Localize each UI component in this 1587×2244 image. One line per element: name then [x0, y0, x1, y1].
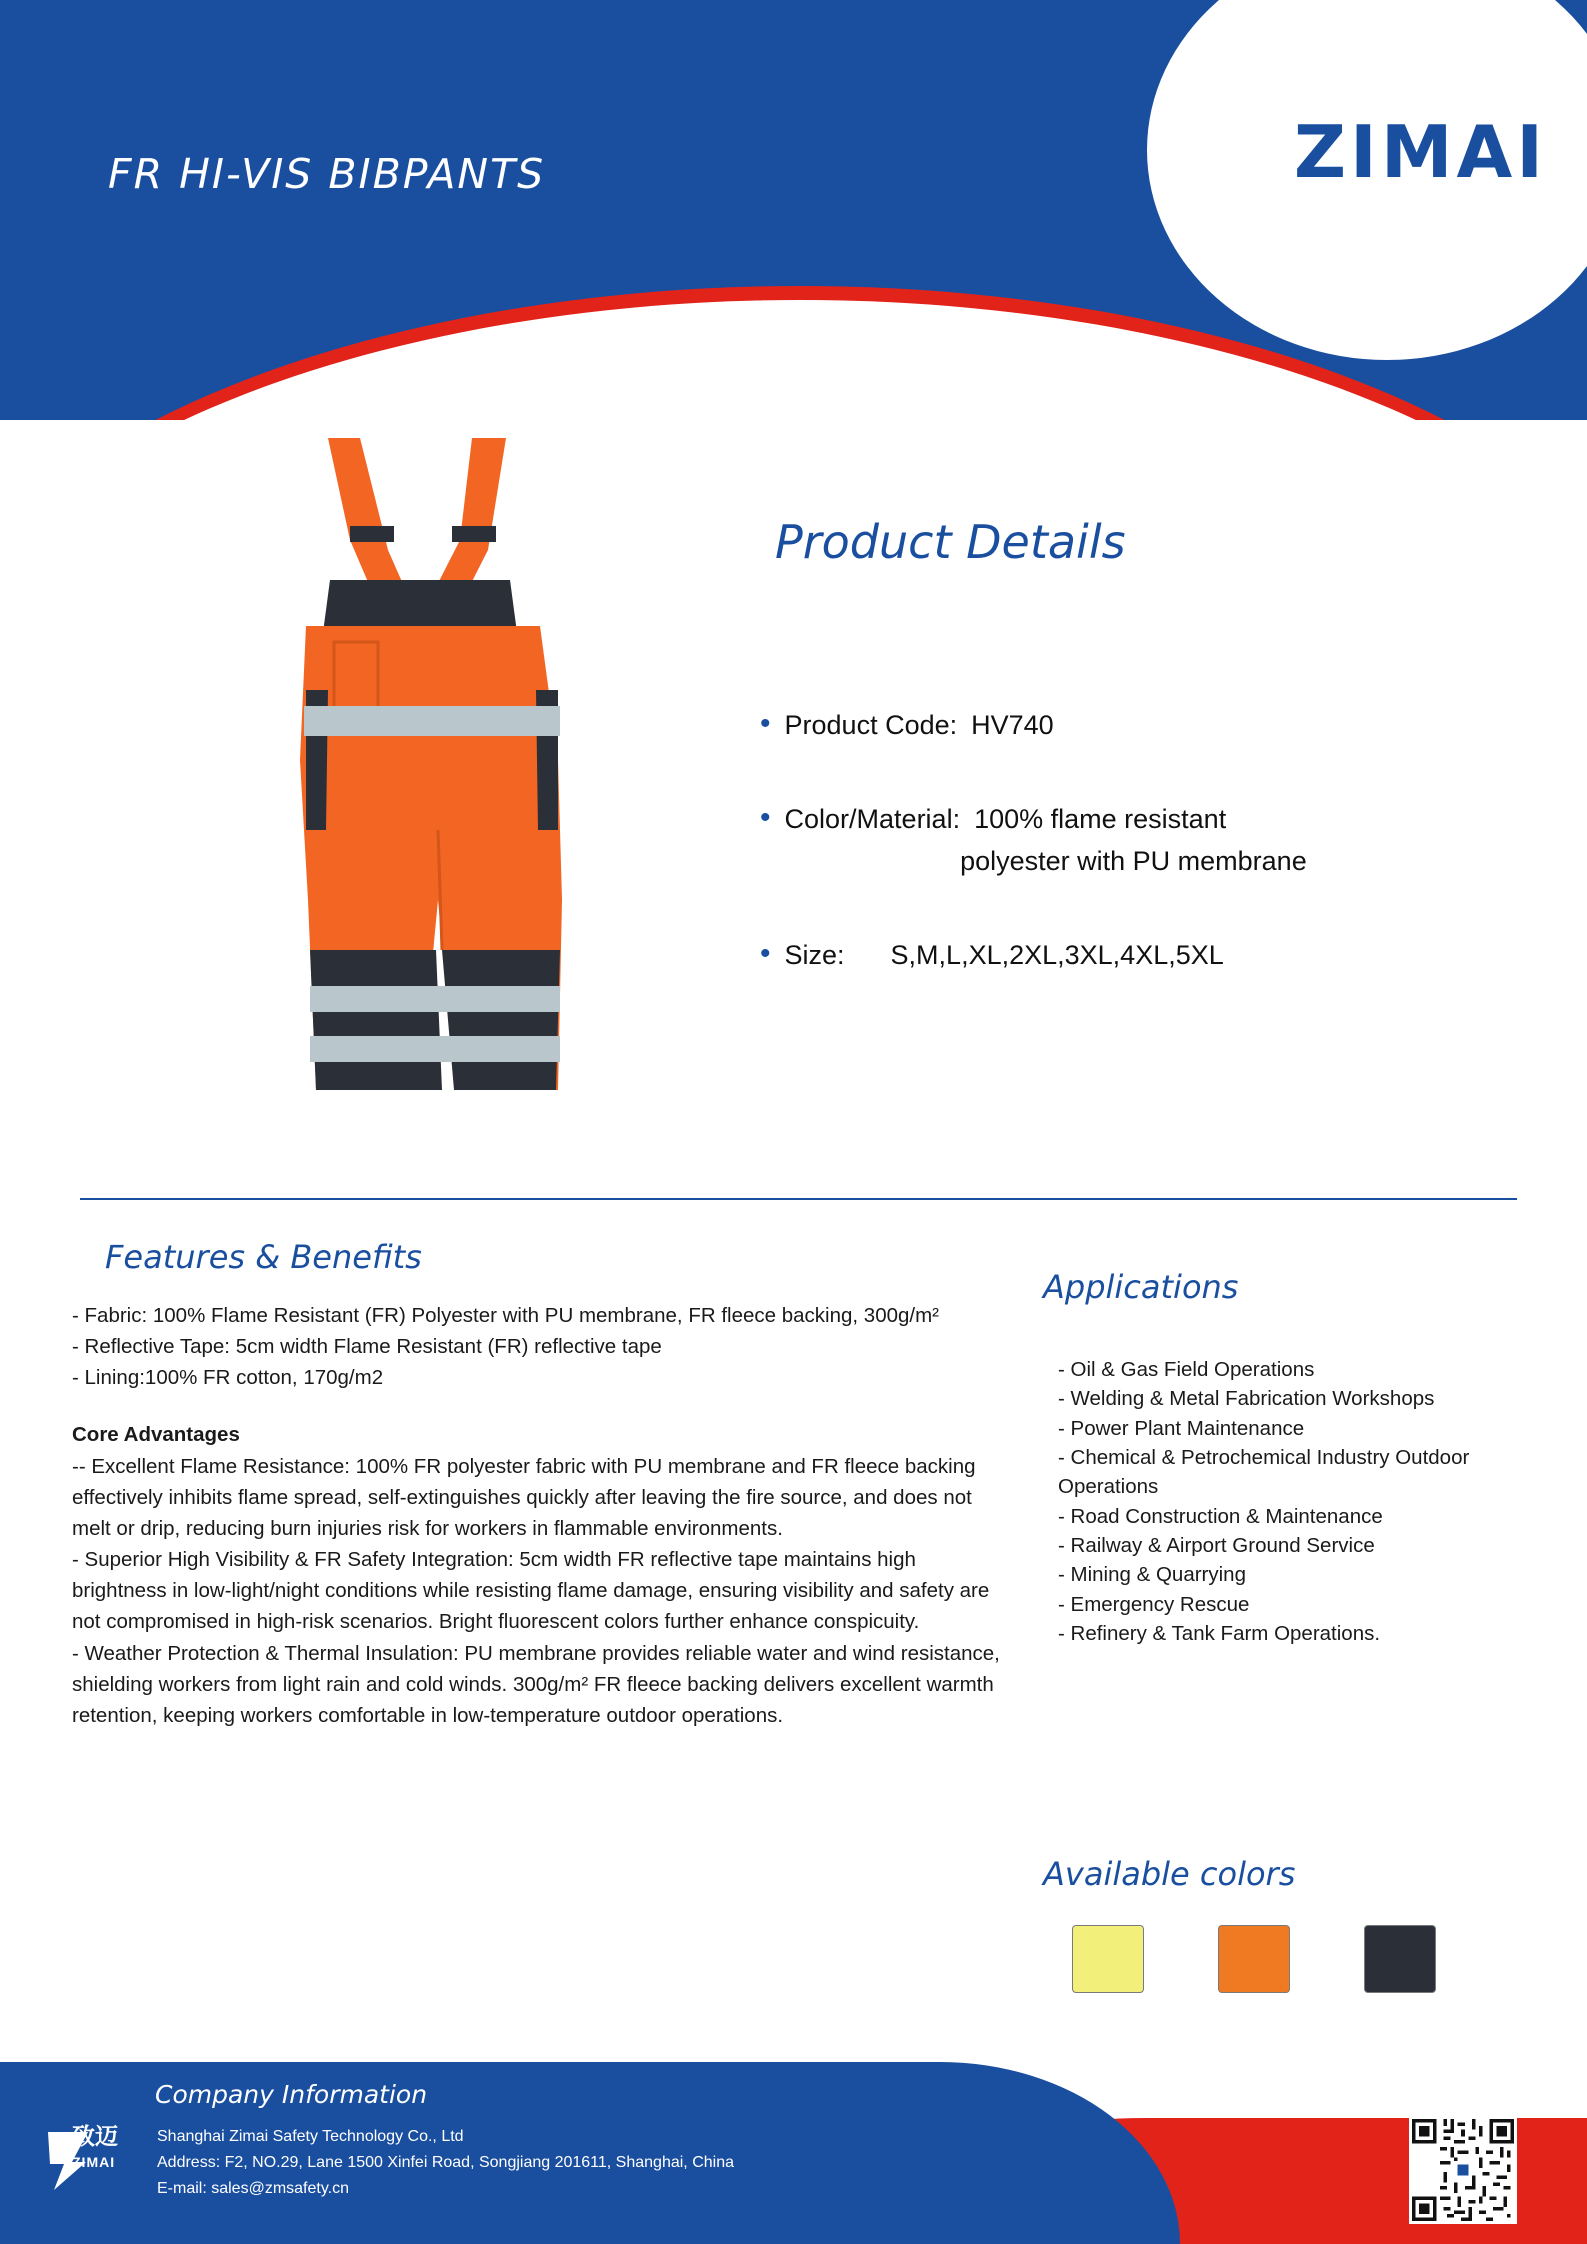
bullet-icon: •: [760, 800, 771, 834]
detail-row-material: [760, 799, 1560, 883]
page-footer: [0, 2062, 1587, 2244]
detail-value: S,M,L,XL,2XL,3XL,4XL,5XL: [890, 939, 1224, 970]
application-item: - Mining & Quarrying: [1058, 1563, 1246, 1587]
feature-line: - Fabric: 100% Flame Resistant (FR) Polyester with PU membrane, FR fleece backing, 300g/m²: [72, 1304, 939, 1327]
application-item: - Road Construction & Maintenance: [1058, 1504, 1383, 1528]
detail-label: Size:: [784, 939, 845, 970]
company-logo-en: ZIMAI: [72, 2154, 116, 2170]
page-title: FR HI-VIS BIBPANTS: [108, 150, 546, 198]
color-swatch-navy[interactable]: [1364, 1925, 1436, 1993]
qr-code-image: [1412, 2119, 1514, 2221]
detail-value: HV740: [971, 710, 1054, 740]
detail-row-size: [760, 935, 1560, 977]
company-information-title: Company Information: [155, 2080, 428, 2109]
applications-title: Applications: [1043, 1268, 1239, 1306]
bullet-icon: •: [760, 936, 771, 970]
core-advantages-heading: Core Advantages: [72, 1423, 240, 1447]
detail-label: Color/Material:: [784, 803, 961, 834]
section-divider: [80, 1198, 1517, 1200]
company-address: Address: F2, NO.29, Lane 1500 Xinfei Road, Songjiang 201611, Shanghai, China: [157, 2153, 734, 2171]
company-information-body: [157, 2124, 734, 2202]
detail-value-cont: polyester with PU membrane: [960, 845, 1307, 876]
product-image: [210, 430, 670, 1170]
detail-row-code: [760, 705, 1560, 747]
application-item: - Chemical & Petrochemical Industry Outdoor Operations: [1058, 1445, 1470, 1499]
qr-code[interactable]: [1409, 2116, 1517, 2224]
company-logo-cn: 致迈: [72, 2123, 118, 2149]
bullet-icon: •: [760, 707, 771, 740]
core-advantage-line: - Superior High Visibility & FR Safety Integration: 5cm width FR reflective tape maintains high brightness in low-light/night conditions while resisting flame damage, ensuring visibility and safety are not compromised in high-risk scenarios. Bright fluorescent colors further enhance conspicuity.: [72, 1548, 990, 1634]
applications-list: [1058, 1355, 1528, 1648]
product-details-title: Product Details: [775, 515, 1126, 569]
color-swatch-yellow[interactable]: [1072, 1925, 1144, 1993]
color-swatch-orange[interactable]: [1218, 1925, 1290, 1993]
available-colors-title: Available colors: [1043, 1855, 1296, 1893]
color-swatches: [1072, 1925, 1436, 1993]
core-advantage-line: - Weather Protection & Thermal Insulation: PU membrane provides reliable water and wind resistance, shielding workers from light rain and cold winds. 300g/m² FR fleece backing delivers excellent warmth retention, keeping workers comfortable in low-temperature outdoor operations.: [72, 1641, 1000, 1727]
detail-label: Product Code:: [784, 710, 958, 740]
application-item: - Power Plant Maintenance: [1058, 1416, 1305, 1440]
detail-value: 100% flame resistant: [974, 803, 1227, 834]
company-email[interactable]: E-mail: sales@zmsafety.cn: [157, 2179, 349, 2197]
application-item: - Refinery & Tank Farm Operations.: [1058, 1621, 1381, 1645]
bibpants-illustration: [210, 430, 670, 1170]
brand-logo: ZIMAI: [1293, 110, 1547, 194]
application-item: - Oil & Gas Field Operations: [1058, 1358, 1315, 1381]
core-advantage-line: -- Excellent Flame Resistance: 100% FR polyester fabric with PU membrane and FR fleece backing effectively inhibits flame spread, self-extinguishes quickly after leaving the fire source, and does not melt or drip, reducing burn injuries risk for workers in flammable environments.: [72, 1454, 976, 1540]
feature-line: - Lining:100% FR cotton, 170g/m2: [72, 1366, 384, 1390]
application-item: - Railway & Airport Ground Service: [1058, 1533, 1375, 1557]
application-item: - Welding & Metal Fabrication Workshops: [1058, 1387, 1435, 1411]
product-details-list: [760, 705, 1560, 1028]
application-item: - Emergency Rescue: [1058, 1592, 1250, 1616]
features-title: Features & Benefits: [105, 1238, 422, 1276]
feature-line: - Reflective Tape: 5cm width Flame Resistant (FR) reflective tape: [72, 1335, 662, 1359]
page-header: [0, 0, 1587, 420]
company-name: Shanghai Zimai Safety Technology Co., Ltd: [157, 2128, 464, 2145]
features-body: [72, 1300, 1002, 1731]
